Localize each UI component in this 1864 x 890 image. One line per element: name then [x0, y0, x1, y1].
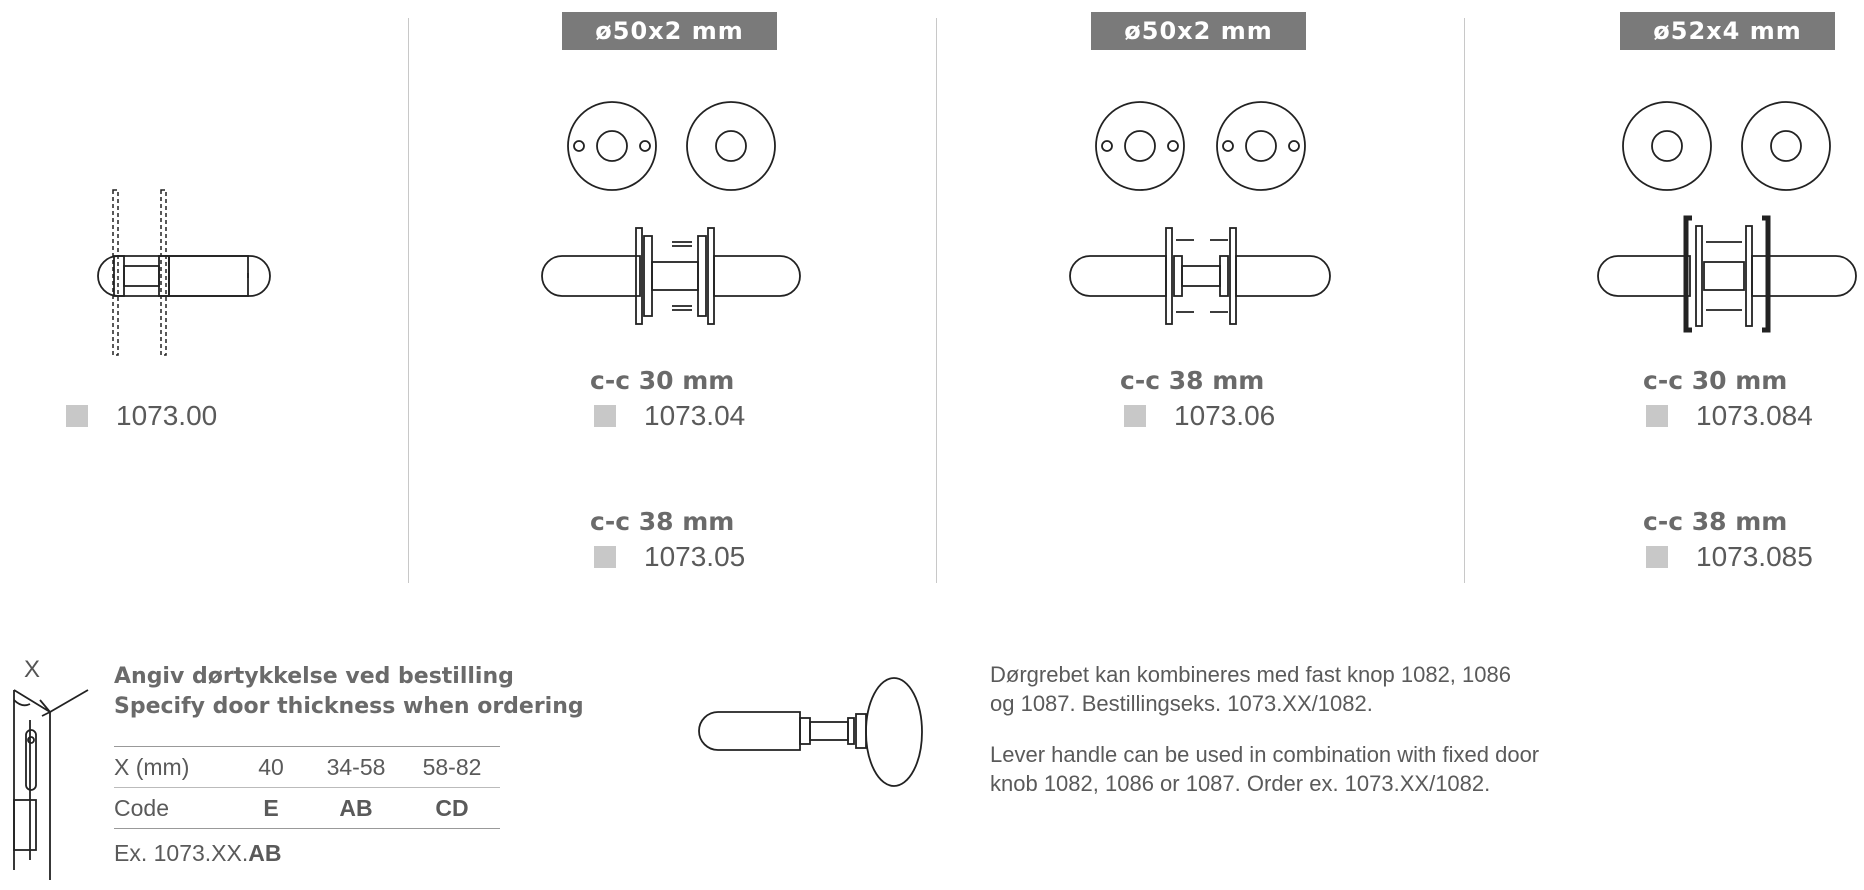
table-cell: E [234, 788, 308, 829]
thickness-x-label: X [24, 656, 41, 683]
order-example-prefix: Ex. 1073.XX. [114, 840, 249, 866]
table-row [114, 747, 500, 788]
note-line: knob 1082, 1086 or 1087. Order ex. 1073.XX/1082. [990, 771, 1491, 796]
color-swatch [594, 546, 616, 568]
product-code-text: 1073.084 [1696, 400, 1813, 431]
cc-distance-label: c-c 30 mm [1643, 366, 1788, 395]
color-swatch [1124, 405, 1146, 427]
thickness-heading-da: Angiv dørtykkelse ved bestilling [114, 664, 514, 689]
combination-note-da [990, 660, 1511, 718]
product-code [594, 400, 745, 432]
table-cell: Code [114, 788, 234, 829]
cc-distance-label: c-c 38 mm [1643, 507, 1788, 536]
lever-handle-drawing [98, 190, 270, 355]
thickness-table [114, 746, 500, 829]
lever-handle-drawing [542, 228, 800, 324]
note-line: Lever handle can be used in combination with fixed door [990, 742, 1540, 767]
order-example [114, 840, 281, 867]
color-swatch [1646, 546, 1668, 568]
rosette-size-badge: ø50x2 mm [1091, 12, 1306, 50]
cc-distance-label: c-c 38 mm [1120, 366, 1265, 395]
product-code-text: 1073.04 [644, 400, 746, 431]
table-cell: CD [404, 788, 500, 829]
cc-distance-label: c-c 38 mm [590, 507, 735, 536]
lever-handle-drawing [1070, 228, 1330, 324]
color-swatch [594, 405, 616, 427]
product-code-text: 1073.06 [1174, 400, 1276, 431]
product-code-text: 1073.00 [116, 400, 218, 431]
lever-handle-drawing [1598, 218, 1856, 330]
product-code [1646, 541, 1813, 573]
product-code [1124, 400, 1275, 432]
table-cell: X (mm) [114, 747, 234, 788]
product-code [594, 541, 745, 573]
rosette-drawing [1096, 102, 1305, 190]
table-cell: 58-82 [404, 747, 500, 788]
note-line: og 1087. Bestillingseks. 1073.XX/1082. [990, 691, 1373, 716]
thickness-heading-en: Specify door thickness when ordering [114, 694, 584, 719]
color-swatch [1646, 405, 1668, 427]
product-code-text: 1073.05 [644, 541, 746, 572]
lever-knob-drawing [699, 678, 922, 786]
rosette-drawing [1623, 102, 1830, 190]
table-cell: AB [308, 788, 404, 829]
table-cell: 40 [234, 747, 308, 788]
table-cell: 34-58 [308, 747, 404, 788]
product-code [66, 400, 217, 432]
cc-distance-label: c-c 30 mm [590, 366, 735, 395]
order-example-suffix: AB [248, 840, 282, 866]
product-code-text: 1073.085 [1696, 541, 1813, 572]
rosette-drawing [568, 102, 775, 190]
product-code [1646, 400, 1813, 432]
door-edge-drawing [14, 690, 88, 880]
color-swatch [66, 405, 88, 427]
table-row [114, 788, 500, 829]
rosette-size-badge: ø52x4 mm [1620, 12, 1835, 50]
combination-note-en [990, 740, 1539, 798]
rosette-size-badge: ø50x2 mm [562, 12, 777, 50]
note-line: Dørgrebet kan kombineres med fast knop 1082, 1086 [990, 662, 1511, 687]
